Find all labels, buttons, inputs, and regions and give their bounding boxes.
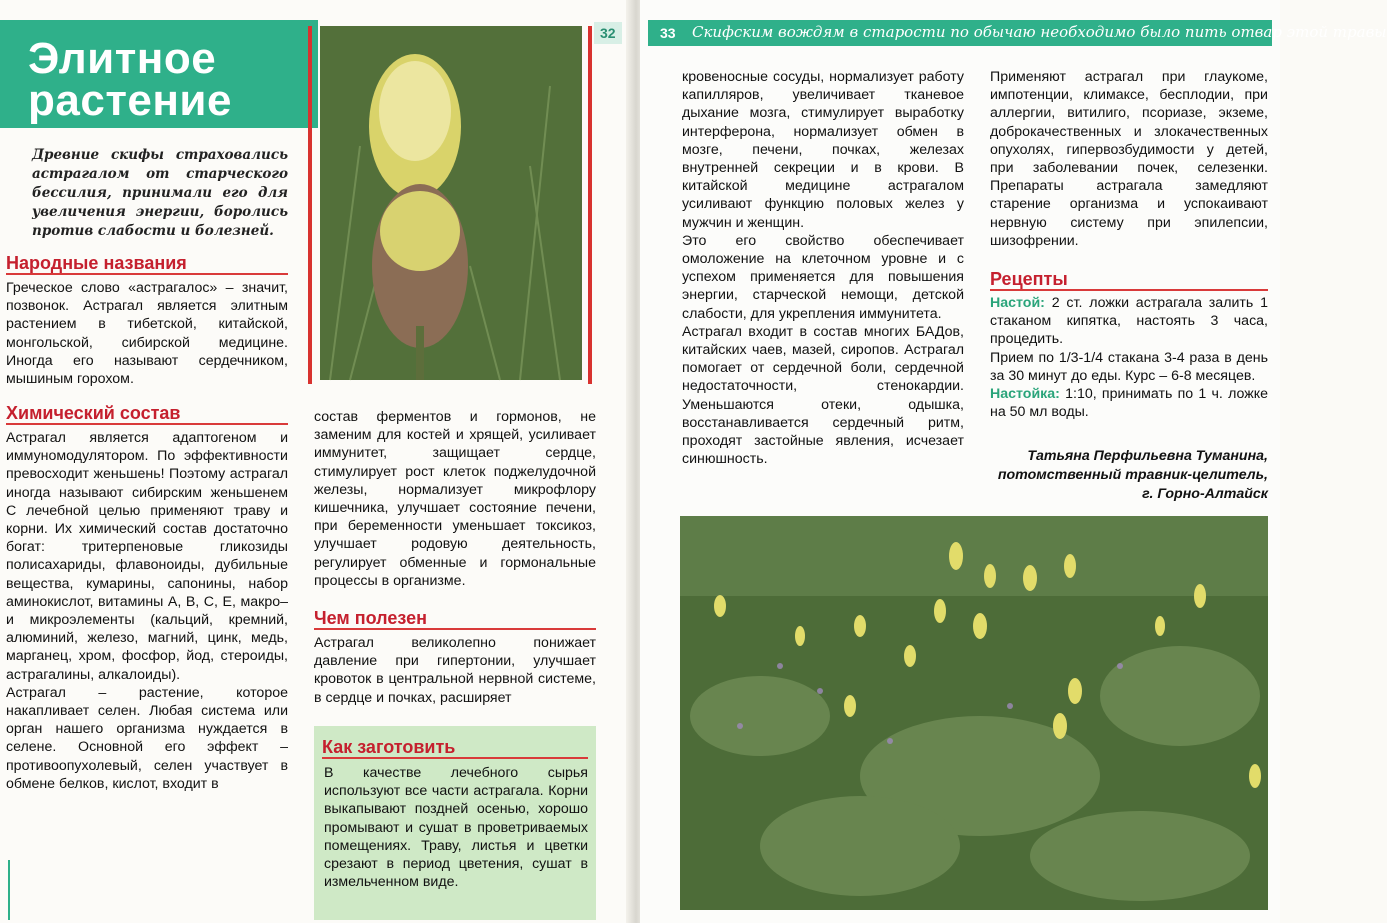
divider: [6, 423, 288, 425]
astragalus-field-photo: [680, 516, 1268, 910]
author-city: г. Горно-Алтайск: [1142, 486, 1268, 502]
author-role: потомственный травник-целитель,: [997, 467, 1268, 483]
heading-chem-polezen: Чем полезен: [314, 608, 427, 628]
article-title: Элитное растение: [28, 34, 232, 125]
heading-himicheskiy: Химический состав: [6, 403, 181, 423]
page-number-right: 33: [654, 22, 682, 44]
title-block: [0, 20, 318, 128]
heading-kak-zagotovit: Как заготовить: [322, 737, 456, 757]
recipe-nastoyka: [990, 385, 1268, 421]
left-page: [0, 0, 632, 923]
astragalus-flower-illustration: [320, 26, 582, 380]
text-kak-zagotovit: В качестве лечебного сырья используют все части астрагала. Корни выкапывают поздней осенью, хорошо промывают и сушат в проветриваемых помещениях. Траву, листья и цветки срезают в период цветения, сушат в измельченном виде.: [324, 765, 588, 891]
heading-narodnye: Народные названия: [6, 253, 187, 273]
article-lead: Древние скифы страховались астрагалом от старческого бессилия, принимали его для увеличения энергии, боролись против слабости и болезней.: [32, 147, 288, 239]
page-number-left: 32: [594, 22, 622, 44]
text-right-col2: Применяют астрагал при глаукоме, импотенции, климаксе, бесплодии, при аллергии, витилиго, псориазе, экземе, доброкачественных и злокачественных опухолях, гипервозбудимости у детей, при заболевании почек, селезенки. Препараты астрагала замедляют старение организма и успокаивают нервную систему при эпилепсии, шизофрении.: [990, 69, 1268, 249]
text-col2-top: состав ферментов и гормонов, не заменим для костей и хрящей, усиливает иммунитет, защищает сердце, стимулирует рост клеток поджелудочной железы, нормализует микрофлору кишечника, улучшает состояние печени, при беременности уменьшает токсикоз, улучшает родовую деятельность, регулирует обменные и гормональные процессы в организме.: [314, 409, 596, 589]
author-signature: [990, 447, 1268, 504]
recipe-label: Настой:: [990, 295, 1045, 311]
page-edge-marker: [8, 860, 10, 920]
astragalus-field-illustration: [680, 516, 1268, 910]
paragraph: Астрагал – растение, которое накапливает селен. Любая система или орган нашего организма нуждается в селене. Основной его эффект – противоопухолевый, селен участвует в обмене белков, кислот, входит в: [6, 684, 288, 792]
text-chem-polezen: Астрагал великолепно понижает давление при гипертонии, улучшает кровоток в центральной нервной системе, в сердце и почках, расширяет: [314, 635, 596, 706]
heading-recepty: Рецепты: [990, 269, 1068, 289]
divider: [990, 289, 1268, 291]
text-right-col1: [682, 68, 964, 468]
running-head: [648, 20, 1387, 46]
paragraph: Астрагал входит в состав многих БАДов, китайских чаев, мазей, сиропов. Астрагал помогает от сердечной боли, сердечной недостаточности, стенокардии. Уменьшаются отеки, одышка, восстанавливается сердечный ритм, проходят застойные явления, исчезает синюшность.: [682, 323, 964, 468]
text-himicheskiy: [6, 429, 288, 793]
astragalus-closeup-photo: [320, 26, 582, 380]
zagotovka-box: [314, 726, 596, 920]
recipes-text: [990, 294, 1268, 421]
running-head-text: Скифским вождям в старости по обычаю необходимо было пить отвар этой травы: [692, 23, 1387, 41]
author-name: Татьяна Перфильевна Туманина,: [1027, 448, 1268, 464]
recipe-text: 2 ст. ложки астрагала залить 1 стаканом кипятка, настоять 3 часа, процедить.: [990, 295, 1268, 348]
paragraph: Это его свойство обеспечивает омоложение на клеточном уровне и с успехом применяется для повышения энергии, старческой немощи, детской слабости, для укрепления иммунитета.: [682, 232, 964, 322]
recipe-label: Настойка:: [990, 386, 1060, 403]
divider: [322, 757, 588, 759]
divider: [6, 273, 288, 275]
text-narodnye: Греческое слово «астрагалос» – значит, позвонок. Астрагал является элитным растением в тибетской, китайской, монгольской, сибирской медицине. Иногда его называют сердечником, мышиным горохом.: [6, 280, 288, 388]
recipe-nastoy: [990, 294, 1268, 349]
recipe-priem: Прием по 1/3-1/4 стакана 3-4 раза в день за 30 минут до еды. Курс – 6-8 месяцев.: [990, 349, 1268, 384]
divider: [314, 628, 596, 630]
paragraph: Астрагал является адаптогеном и иммуномодулятором. По эффективности превосходит женьшень! Поэтому астрагал иногда называют сибирским женьшенем С лечебной целью применяют траву и корни. Их химический состав достаточно богат: тритерпеновые гликозиды полисахариды, флавоноиды, дубильные вещества, кумарины, сапонины, набор аминокислот, витамины А, В, С, Е, макро– и микроэлементы (кальций, кремний, алюминий, железо, магний, цинк, медь, марганец, хром, фосфор, йод, стероиды, астрагалины, алкалоиды).: [6, 430, 288, 683]
recipe-text: 1:10, принимать по 1 ч. ложке на 50 мл воды.: [990, 386, 1268, 421]
paragraph: кровеносные сосуды, нормализует работу капилляров, увеличивает тканевое дыхание мозга, стимулирует выработку интерферона, нормализует обмен в мозге, печени, почках, железах внутренней секреции и в крови. В китайской медицине астрагалом усиливают функцию половых желез у мужчин и женщин.: [682, 69, 964, 231]
